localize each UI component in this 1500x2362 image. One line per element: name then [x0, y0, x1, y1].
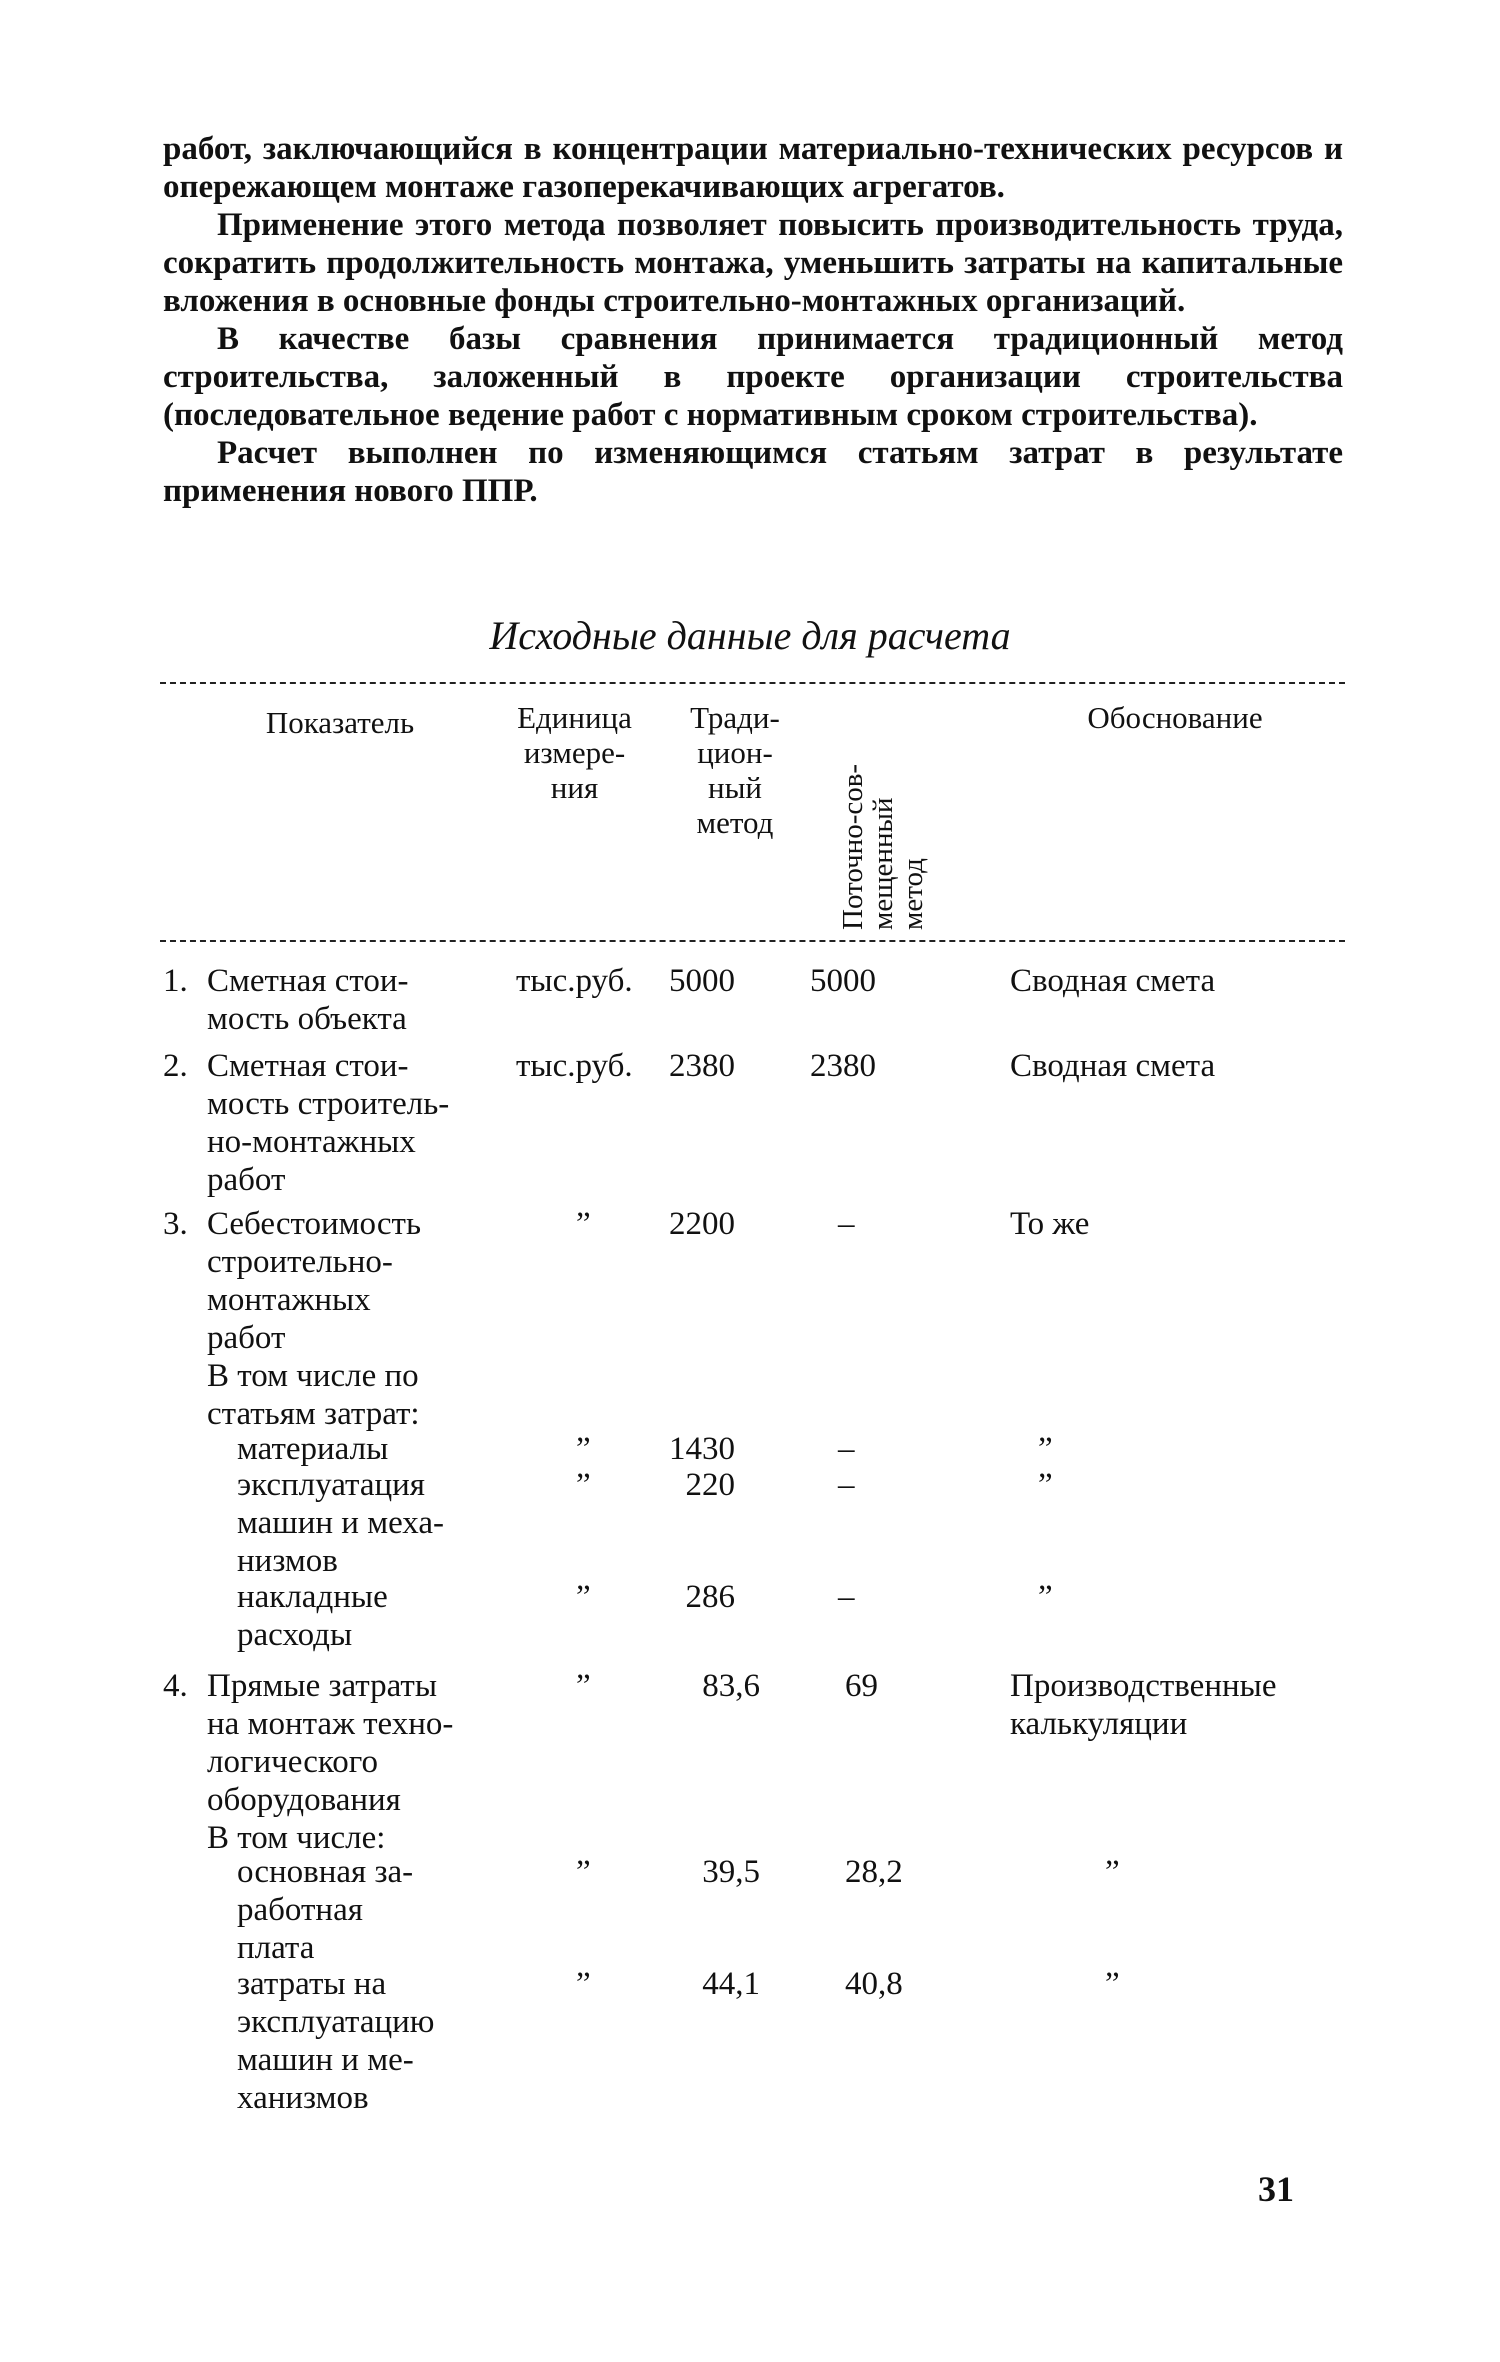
row-1-number: 1. — [163, 963, 188, 999]
header-traditional-line: цион- — [697, 735, 773, 770]
indicator-line: плата — [237, 1930, 315, 1966]
indicator-line: работ — [207, 1320, 286, 1356]
row-4b-basis: ” — [1105, 1966, 1120, 2002]
row-3b-traditional: 220 — [685, 1467, 735, 1503]
indicator-line: затраты на — [237, 1966, 387, 2002]
paragraph-2: Применение этого метода позволяет повысить производительность труда, сократить продолжительность монтажа, уменьшить затраты на капитальные вложения в основные фонды строительно-монтажных организаций. — [163, 207, 1343, 319]
header-traditional — [670, 700, 800, 840]
page-number: 31 — [1258, 2169, 1294, 2209]
row-4-number: 4. — [163, 1668, 188, 1704]
header-unit-line: измере- — [523, 735, 626, 770]
row-4-unit: ” — [576, 1668, 591, 1704]
row-1-flow: 5000 — [810, 963, 876, 999]
header-traditional-line: ный — [707, 770, 762, 805]
intro-text — [163, 130, 1343, 510]
row-3-flow: – — [838, 1206, 855, 1242]
row-2-number: 2. — [163, 1048, 188, 1084]
indicator-line: расходы — [237, 1617, 353, 1653]
header-unit — [502, 700, 647, 805]
row-3a-basis: ” — [1038, 1431, 1053, 1467]
row-2-indicator — [207, 1047, 449, 1199]
row-1-basis: Сводная смета — [1010, 963, 1216, 999]
header-flow-line: Поточно-сов- — [837, 763, 869, 930]
row-2-flow: 2380 — [810, 1048, 876, 1084]
indicator-line: низмов — [237, 1543, 338, 1579]
row-1-unit: тыс.руб. — [516, 963, 633, 999]
indicator-line: статьям затрат: — [207, 1396, 420, 1432]
indicator-line: но-монтажных — [207, 1124, 416, 1160]
row-3-indicator — [207, 1205, 421, 1433]
indicator-line: В том числе по — [207, 1358, 419, 1394]
paragraph-1: работ, заключающийся в концентрации материально-технических ресурсов и опережающем монтаже газоперекачивающих агрегатов. — [163, 131, 1343, 205]
indicator-line: ханизмов — [237, 2080, 369, 2116]
row-4b-indicator — [237, 1965, 434, 2117]
row-3a-traditional: 1430 — [669, 1431, 735, 1467]
row-4-traditional: 83,6 — [702, 1668, 760, 1704]
indicator-line: логического — [207, 1744, 378, 1780]
indicator-line: работная — [237, 1892, 363, 1928]
row-2-unit: тыс.руб. — [516, 1048, 633, 1084]
indicator-line: основная за- — [237, 1854, 414, 1890]
indicator-line: работ — [207, 1162, 286, 1198]
paragraph-3: В качестве базы сравнения принимается традиционный метод строительства, заложенный в проекте организации строительства (последовательное ведение работ с нормативным сроком строительства). — [163, 321, 1343, 433]
indicator-line: Себестоимость — [207, 1206, 422, 1242]
header-flow-line: метод — [897, 858, 929, 930]
indicator-line: накладные — [237, 1579, 388, 1615]
row-4a-indicator — [237, 1853, 413, 1967]
indicator-line: оборудования — [207, 1782, 401, 1818]
header-flow-line: мещенный — [867, 797, 899, 930]
row-4b-traditional: 44,1 — [702, 1966, 760, 2002]
basis-line: Производственные — [1010, 1668, 1277, 1704]
table-top-rule — [160, 682, 1345, 684]
row-3c-basis: ” — [1038, 1579, 1053, 1615]
row-3a-flow: – — [838, 1431, 855, 1467]
row-4b-flow: 40,8 — [845, 1966, 903, 2002]
row-3-traditional: 2200 — [669, 1206, 735, 1242]
indicator-line: Прямые затраты — [207, 1668, 438, 1704]
indicator-line: на монтаж техно- — [207, 1706, 454, 1742]
row-3c-flow: – — [838, 1579, 855, 1615]
row-3c-indicator — [237, 1578, 388, 1654]
row-3b-unit: ” — [576, 1467, 591, 1503]
row-4a-flow: 28,2 — [845, 1854, 903, 1890]
header-bottom-rule — [160, 940, 1345, 942]
row-1-traditional: 5000 — [669, 963, 735, 999]
header-traditional-line: Тради- — [690, 700, 780, 735]
row-3-unit: ” — [576, 1206, 591, 1242]
row-3c-traditional: 286 — [685, 1579, 735, 1615]
table-caption: Исходные данные для расчета — [489, 613, 1011, 658]
row-1-indicator — [207, 962, 408, 1038]
header-basis: Обоснование — [1087, 700, 1263, 735]
header-indicator: Показатель — [265, 705, 415, 740]
header-flow-method — [838, 764, 928, 930]
indicator-line: эксплуатацию — [237, 2004, 435, 2040]
indicator-line: мость объекта — [207, 1001, 407, 1037]
indicator-line: машин и ме- — [237, 2042, 414, 2078]
header-unit-line: Единица — [517, 700, 632, 735]
row-3b-basis: ” — [1038, 1467, 1053, 1503]
row-3a-unit: ” — [576, 1431, 591, 1467]
basis-line: калькуляции — [1010, 1706, 1188, 1742]
row-4a-traditional: 39,5 — [702, 1854, 760, 1890]
row-4-basis — [1010, 1667, 1276, 1743]
row-3b-flow: – — [838, 1467, 855, 1503]
paragraph-4: Расчет выполнен по изменяющимся статьям затрат в результате применения нового ППР. — [163, 435, 1343, 509]
row-3-number: 3. — [163, 1206, 188, 1242]
indicator-line: эксплуатация — [237, 1467, 425, 1503]
indicator-line: В том числе: — [207, 1820, 386, 1856]
row-3c-unit: ” — [576, 1579, 591, 1615]
indicator-line: монтажных — [207, 1282, 371, 1318]
row-2-traditional: 2380 — [669, 1048, 735, 1084]
indicator-line: Сметная стои- — [207, 1048, 409, 1084]
row-4-indicator — [207, 1667, 453, 1857]
row-4a-basis: ” — [1105, 1854, 1120, 1890]
row-4-flow: 69 — [845, 1668, 878, 1704]
indicator-line: мость строитель- — [207, 1086, 450, 1122]
row-3b-indicator — [237, 1466, 444, 1580]
indicator-line: Сметная стои- — [207, 963, 409, 999]
row-2-basis: Сводная смета — [1010, 1048, 1216, 1084]
header-traditional-line: метод — [696, 805, 774, 840]
row-3a-indicator: материалы — [237, 1431, 389, 1467]
indicator-line: машин и меха- — [237, 1505, 444, 1541]
indicator-line: строительно- — [207, 1244, 393, 1280]
row-3-basis: То же — [1010, 1206, 1090, 1242]
header-unit-line: ния — [550, 770, 599, 805]
row-4b-unit: ” — [576, 1966, 591, 2002]
row-4a-unit: ” — [576, 1854, 591, 1890]
